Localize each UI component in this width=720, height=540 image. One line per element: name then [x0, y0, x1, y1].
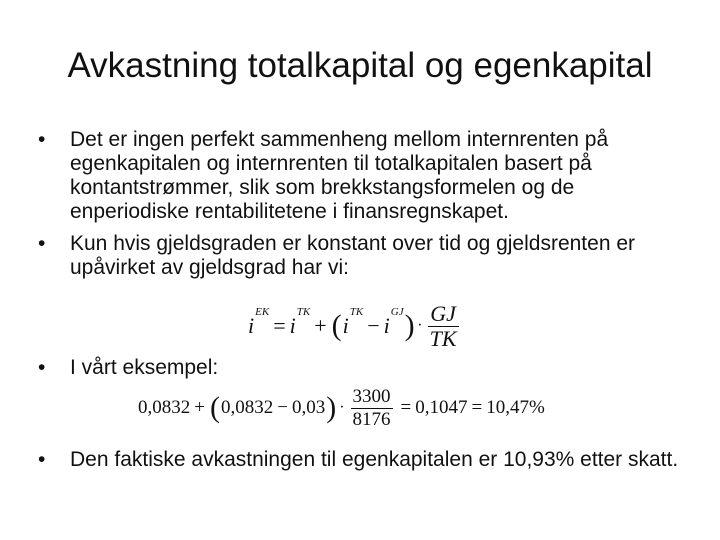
- formula-operator: +: [314, 313, 327, 338]
- bullet-text: Det er ingen perfekt sammenheng mellom internrenten på egenkapitalen og internrenten til totalkapitalen basert på kontantstrømmer, slik som brekkstangsformelen og de enperiodiske rentabilitetene i finansregnskapet.: [70, 128, 609, 223]
- bullet-text: Den faktiske avkastningen til egenkapitalen er 10,93% etter skatt.: [70, 448, 679, 471]
- formula-operator: −: [367, 313, 380, 338]
- bullet-text: I vårt eksempel:: [70, 356, 219, 379]
- formula-operator: =: [471, 397, 483, 418]
- slide-title: Avkastning totalkapital og egenkapital: [67, 46, 653, 85]
- formula-operator: +: [194, 397, 205, 418]
- formula-operator: =: [400, 397, 412, 418]
- formula-result-percent: 10,47%: [486, 397, 545, 418]
- leverage-formula: [248, 300, 463, 352]
- fraction-denominator: 8176: [352, 408, 391, 430]
- formula-fraction: [428, 302, 459, 351]
- fraction-numerator: GJ: [430, 300, 456, 326]
- bullet-item: [38, 448, 688, 472]
- example-formula: [138, 380, 545, 436]
- formula-operator: ·: [417, 317, 422, 334]
- formula-var: $i^{TK}$: [289, 305, 311, 338]
- formula-paren: (: [209, 391, 220, 424]
- formula-operator: −: [277, 397, 288, 418]
- bullet-dot: •: [38, 356, 46, 379]
- formula-fraction: [351, 386, 393, 431]
- formula-number: 0,0832: [138, 397, 191, 418]
- formula-var: $i^{TK}$: [342, 305, 364, 338]
- bullet-text: Kun hvis gjeldsgraden er konstant over tid og gjeldsrenten er upåvirket av gjeldsgrad har vi:: [70, 232, 636, 279]
- fraction-numerator: 3300: [352, 385, 391, 407]
- formula-number: 0,03: [291, 397, 326, 418]
- bullet-item: [38, 232, 688, 280]
- formula-var: $i^{GJ}$: [383, 305, 404, 338]
- formula-paren: (: [331, 309, 342, 342]
- formula-operator: =: [273, 313, 286, 338]
- formula-paren: ): [326, 391, 337, 424]
- formula-number: 0,0832: [220, 397, 274, 418]
- bullet-dot: •: [38, 128, 46, 151]
- fraction-denominator: TK: [429, 325, 457, 351]
- formula-result: 0,1047: [415, 397, 468, 418]
- bullet-item: [38, 128, 688, 224]
- formula-var: $i^{EK}$: [248, 305, 270, 338]
- formula-operator: ·: [339, 399, 345, 416]
- bullet-item: [38, 356, 688, 380]
- bullet-dot: •: [38, 448, 46, 471]
- bullet-dot: •: [38, 232, 46, 255]
- formula-paren: ): [404, 309, 415, 342]
